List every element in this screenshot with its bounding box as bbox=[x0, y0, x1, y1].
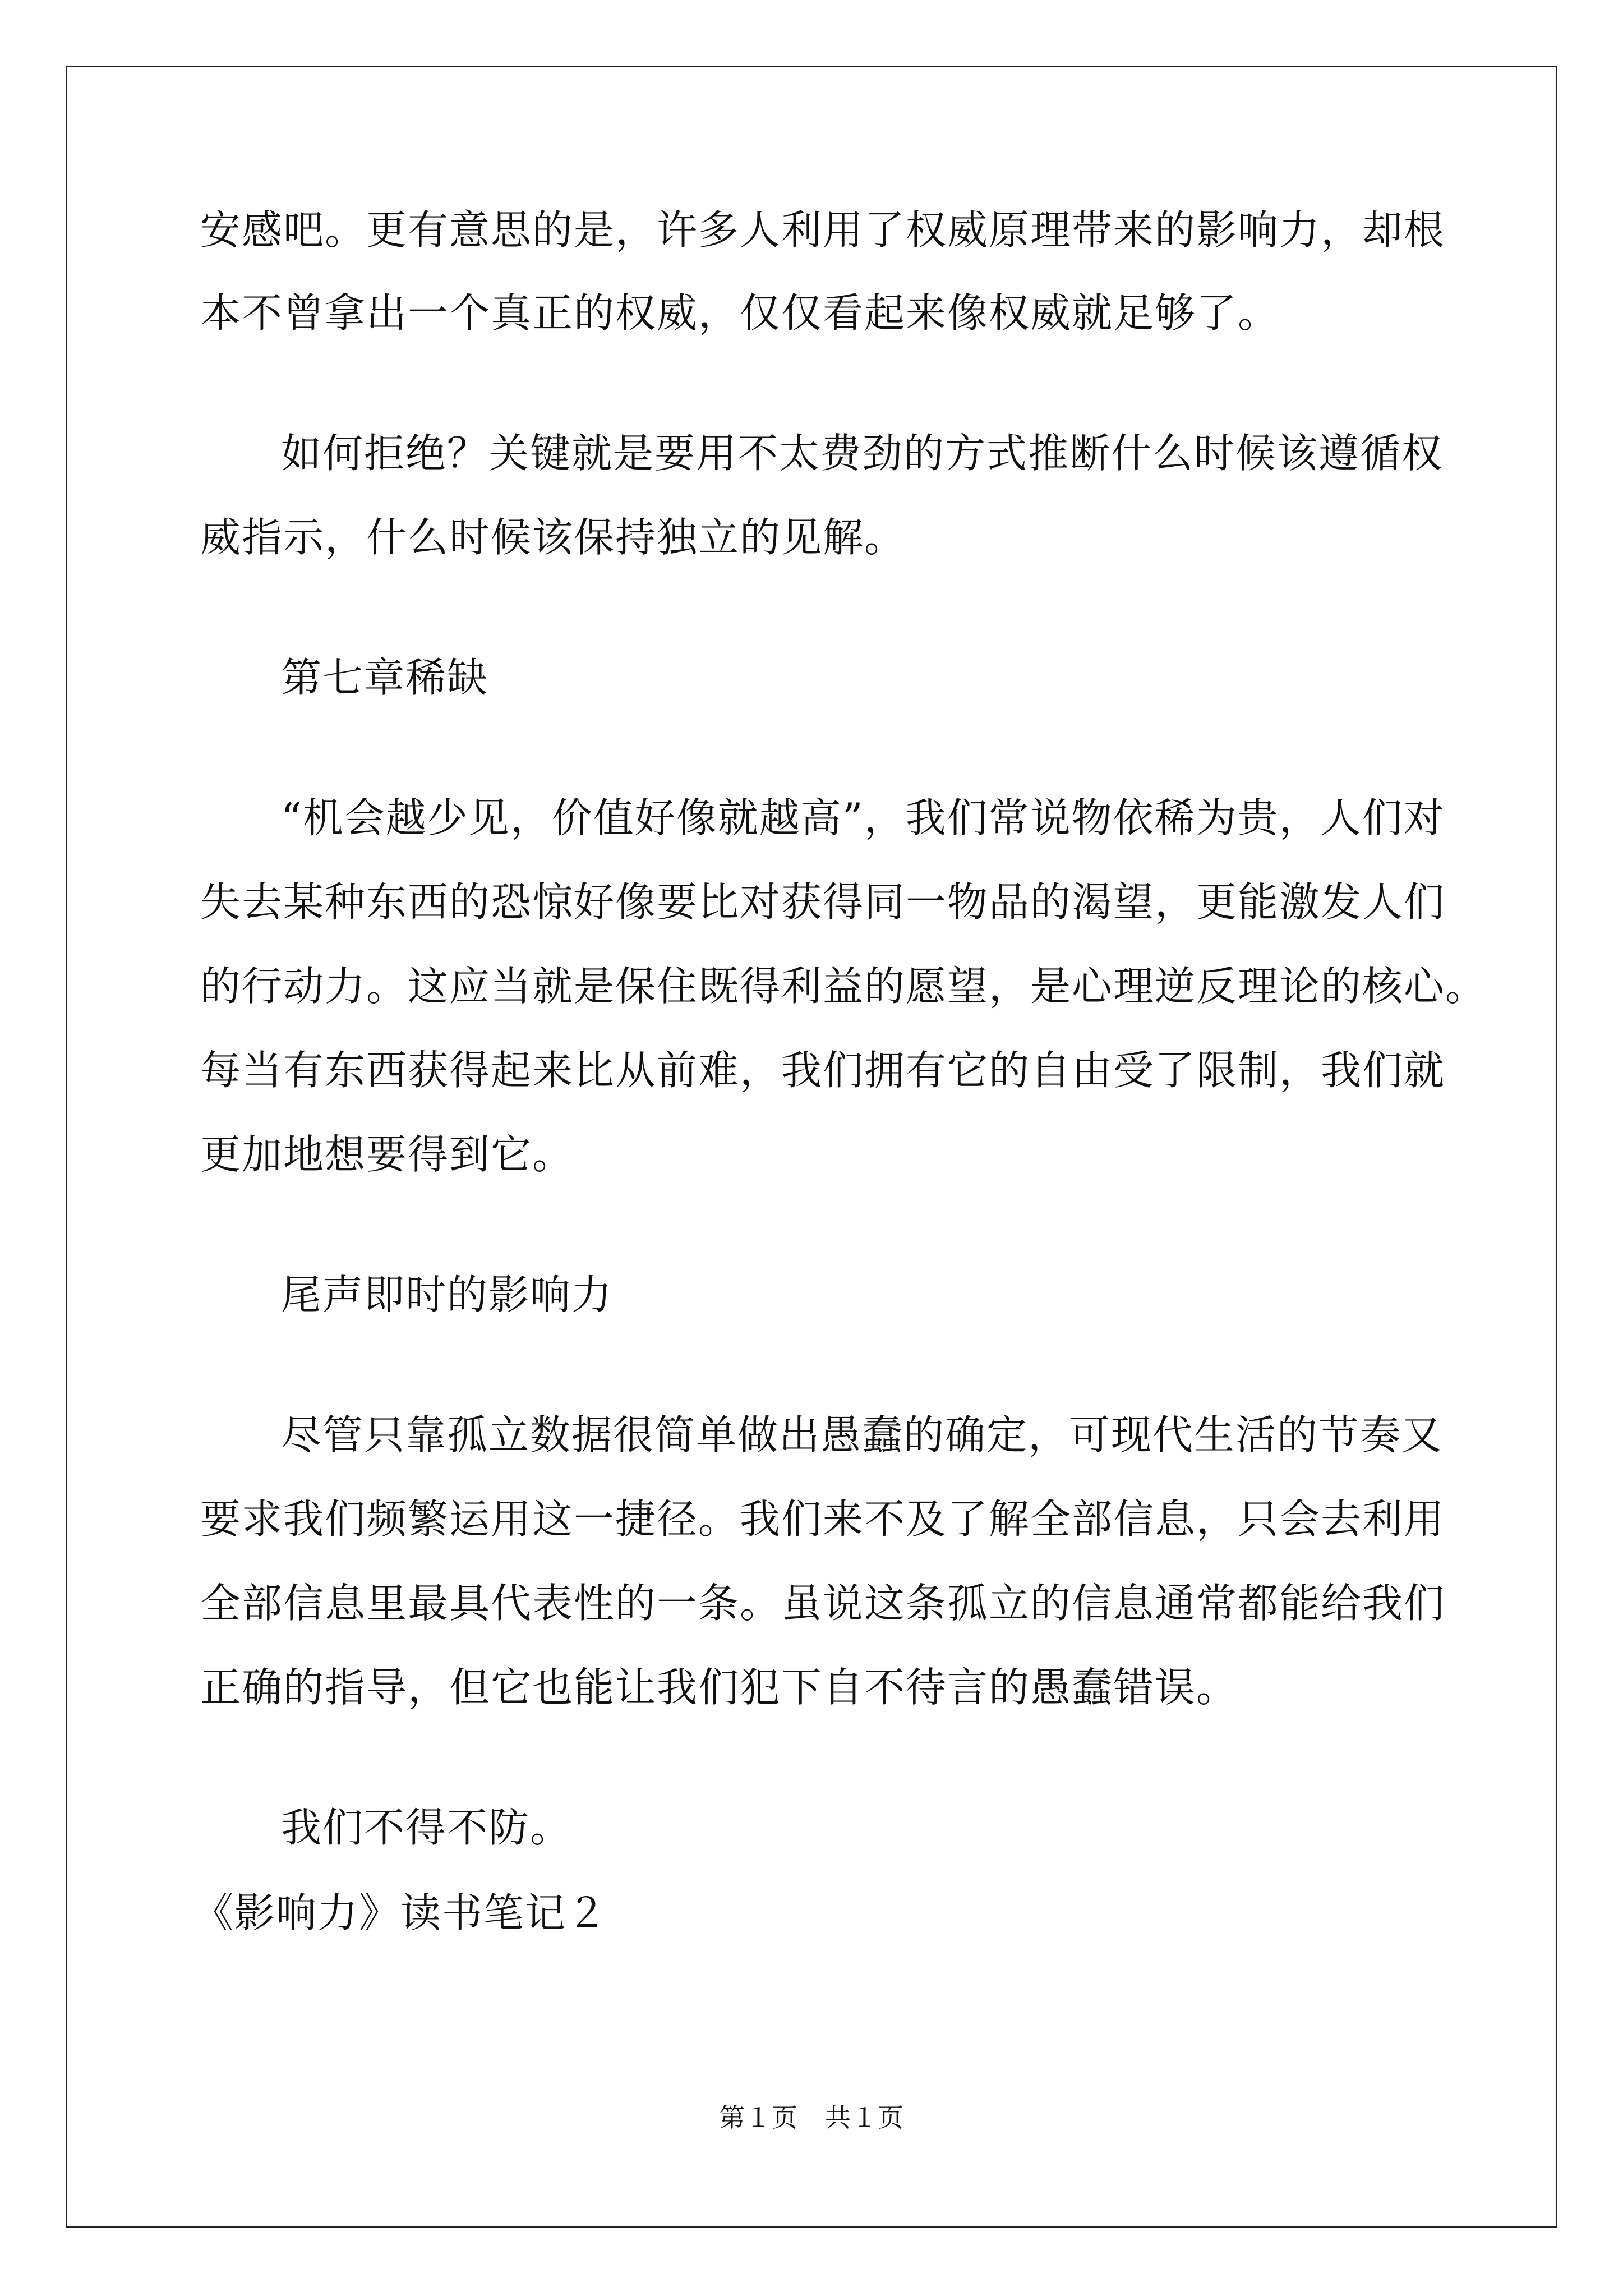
paragraph-4-line-3: 的行动力。这应当就是保住既得利益的愿望，是心理逆反理论的核心。 bbox=[200, 963, 1487, 1010]
paragraph-7-line-1: 我们不得不防。 bbox=[281, 1804, 572, 1851]
paragraph-1-line-2: 本不曾拿出一个真正的权威，仅仅看起来像权威就足够了。 bbox=[200, 289, 1280, 337]
page-total: 共１页 bbox=[825, 2102, 904, 2133]
paragraph-4-line-4: 每当有东西获得起来比从前难，我们拥有它的自由受了限制，我们就 bbox=[200, 1047, 1446, 1094]
paragraph-1-line-1: 安感吧。更有意思的是，许多人利用了权威原理带来的影响力，却根 bbox=[200, 206, 1446, 254]
page-number: 第１页 bbox=[719, 2102, 798, 2133]
chapter-heading-scarcity: 第七章稀缺 bbox=[281, 654, 489, 701]
section-heading: 《影响力》读书笔记２ bbox=[193, 1889, 608, 1936]
paragraph-4-line-2: 失去某种东西的恐惊好像要比对获得同一物品的渴望，更能激发人们 bbox=[200, 878, 1446, 926]
paragraph-6-line-4: 正确的指导，但它也能让我们犯下自不待言的愚蠢错误。 bbox=[200, 1664, 1238, 1711]
paragraph-4-line-1: “机会越少见，价值好像就越高”，我们常说物依稀为贵，人们对 bbox=[281, 794, 1445, 841]
paragraph-2-line-2: 威指示，什么时候该保持独立的见解。 bbox=[200, 514, 906, 561]
paragraph-2-line-1: 如何拒绝？关键就是要用不太费劲的方式推断什么时候该遵循权 bbox=[281, 430, 1444, 477]
paragraph-6-line-3: 全部信息里最具代表性的一条。虽说这条孤立的信息通常都能给我们 bbox=[200, 1580, 1446, 1627]
chapter-heading-epilogue: 尾声即时的影响力 bbox=[281, 1271, 614, 1318]
page-footer bbox=[0, 2101, 1623, 2134]
paragraph-6-line-2: 要求我们频繁运用这一捷径。我们来不及了解全部信息，只会去利用 bbox=[200, 1496, 1446, 1543]
paragraph-4-line-5: 更加地想要得到它。 bbox=[200, 1131, 574, 1178]
paragraph-6-line-1: 尽管只靠孤立数据很简单做出愚蠢的确定，可现代生活的节奏又 bbox=[281, 1411, 1444, 1458]
